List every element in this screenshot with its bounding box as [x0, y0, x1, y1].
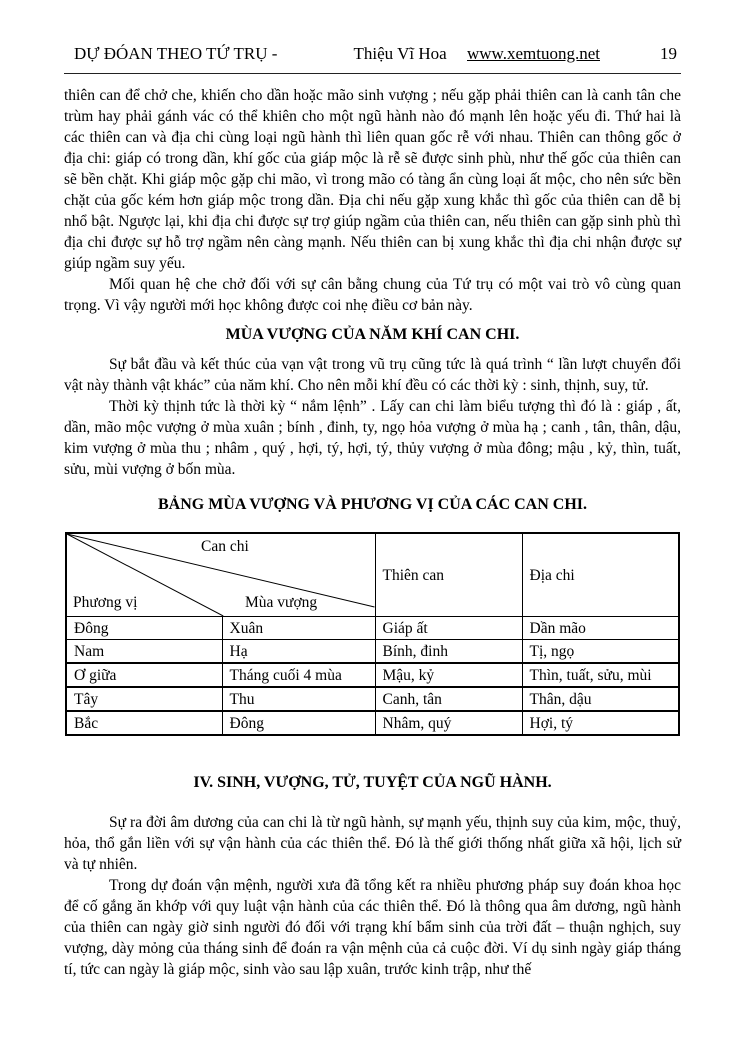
season-direction-table	[65, 532, 680, 736]
table-cell: Thân, dậu	[522, 687, 679, 711]
paragraph: Thời kỳ thịnh tức là thời kỳ “ nắm lệnh” . Lấy can chi làm biểu tượng thì đó là : giáp , ất, dần, mão mộc vượng ở mùa xuân ; bính , đinh, ty, ngọ hỏa vượng ở mùa hạ ; canh , tân, thân, dậu, kim vượng ở mùa thu ; nhâm , quý , hợi, tý, hợi, tý, thủy vượng ở mùa đông; mậu , kỷ, thìn, tuất, sửu, mùi vượng ở bốn mùa.	[64, 398, 681, 478]
table-row	[66, 711, 679, 735]
page-header	[64, 44, 681, 74]
table-cell: Xuân	[222, 617, 375, 640]
paragraph: Trong dự đoán vận mệnh, người xưa đã tổng kết ra nhiều phương pháp suy đoán khoa học để cố gắng ăn khớp với quy luật vận hành của các thiên thể. Đó là thông qua âm dương, ngũ hành của thiên can ngày giờ sinh người đó đối với trạng khí bẩm sinh của trời đất – thuận nghịch, suy vượng, dày mỏng của tháng sinh để đoán ra vận mệnh của cả cuộc đời. Ví dụ sinh ngày giáp tháng tí, tức can ngày là giáp mộc, sinh vào sau lập xuân, trước kinh trập, như thế	[64, 877, 681, 978]
table-cell: Nam	[66, 640, 222, 664]
table-row	[66, 617, 679, 640]
table-cell: Đông	[222, 711, 375, 735]
table-cell: Nhâm, quý	[375, 711, 522, 735]
table-cell: Hợi, tý	[522, 711, 679, 735]
paragraph: thiên can để chở che, khiến cho dần hoặc mão sinh vượng ; nếu gặp phải thiên can là canh tân che trùm hay phải gánh vác có thể khiên cho một ngũ hành nào đó mạnh lên hoặc yếu đi. Thứ hai là các thiên can và địa chi cùng loại ngũ hành thì liên quan gốc rễ với nhau. Thiên can thông gốc ở địa chi: giáp có trong dần, khí gốc của giáp mộc là rễ sẽ được sinh phù, như thế gốc của thiên can sẽ bền chặt. Khi giáp mộc gặp chi mão, vì trong mão có tàng ẩn cùng loại ất mộc, cho nên sức bền chặt của gốc kém hơn giáp mộc trong dần. Địa chi nếu gặp xung khắc thì gốc của thiên can dễ bị nhổ bật. Ngược lại, khi địa chi được sự trợ giúp ngầm của thiên can, nếu thiên can gặp sinh phù thì địa chi được sự hỗ trợ ngầm nên càng mạnh. Nếu thiên can bị xung khắc thì địa chi nhận được sự giúp ngầm suy yếu.	[64, 87, 681, 272]
column-header-dia-chi: Địa chi	[522, 533, 679, 617]
paragraph: Sự bắt đầu và kết thúc của vạn vật trong vũ trụ cũng tức là quá trình “ lần lượt chuyển đổi vật này thành vật khác” của năm khí. Cho nên mỗi khí đều có các thời kỳ : sinh, thịnh, suy, tử.	[64, 356, 681, 394]
author-name: Thiệu Vĩ Hoa	[353, 44, 447, 63]
corner-label-phuongvi: Phương vị	[73, 594, 138, 611]
table-cell: Ơ giữa	[66, 663, 222, 687]
table-cell: Bính, đinh	[375, 640, 522, 664]
table-cell: Bắc	[66, 711, 222, 735]
paragraph: Mối quan hệ che chở đối với sự cân bằng chung của Tứ trụ có một vai trò vô cùng quan trọng. Vì vậy người mới học không được coi nhẹ điều cơ bản này.	[64, 276, 681, 314]
table-row	[66, 663, 679, 687]
table-cell: Đông	[66, 617, 222, 640]
table-cell: Tháng cuối 4 mùa	[222, 663, 375, 687]
column-header-thien-can: Thiên can	[375, 533, 522, 617]
table-row	[66, 640, 679, 664]
page-number: 19	[660, 44, 677, 63]
corner-label-canchi: Can chi	[201, 538, 249, 555]
paragraph: Sự ra đời âm dương của can chi là từ ngũ hành, sự mạnh yếu, thịnh suy của kim, mộc, thuỷ, hỏa, thổ gắn liền với sự vận hành của các thiên thể. Đó là thế giới thống nhất giữa xã hội, lịch sử và tự nhiên.	[64, 814, 681, 873]
table-content	[66, 533, 679, 735]
section-heading-sinh-vuong: IV. SINH, VƯỢNG, TỬ, TUYỆT CỦA NGŨ HÀNH.	[193, 774, 552, 791]
table-cell: Tị, ngọ	[522, 640, 679, 664]
table-corner-cell	[66, 533, 375, 617]
corner-label-muavuong: Mùa vượng	[245, 594, 318, 611]
table-cell: Thìn, tuất, sửu, mùi	[522, 663, 679, 687]
table-cell: Giáp ất	[375, 617, 522, 640]
table-cell: Canh, tân	[375, 687, 522, 711]
table-cell: Tây	[66, 687, 222, 711]
table-row	[66, 687, 679, 711]
book-title: DỰ ĐÓAN THEO TỨ TRỤ -	[74, 44, 278, 63]
section-heading-season: MÙA VƯỢNG CỦA NĂM KHÍ CAN CHI.	[225, 326, 520, 343]
section-heading-table: BẢNG MÙA VƯỢNG VÀ PHƯƠNG VỊ CỦA CÁC CAN CHI.	[157, 496, 588, 513]
table-header-row	[66, 533, 679, 617]
table-cell: Mậu, kỷ	[375, 663, 522, 687]
table-cell: Thu	[222, 687, 375, 711]
document-body	[64, 85, 681, 980]
website-link[interactable]: www.xemtuong.net	[467, 44, 600, 63]
table-cell: Dần mão	[522, 617, 679, 640]
table-cell: Hạ	[222, 640, 375, 664]
